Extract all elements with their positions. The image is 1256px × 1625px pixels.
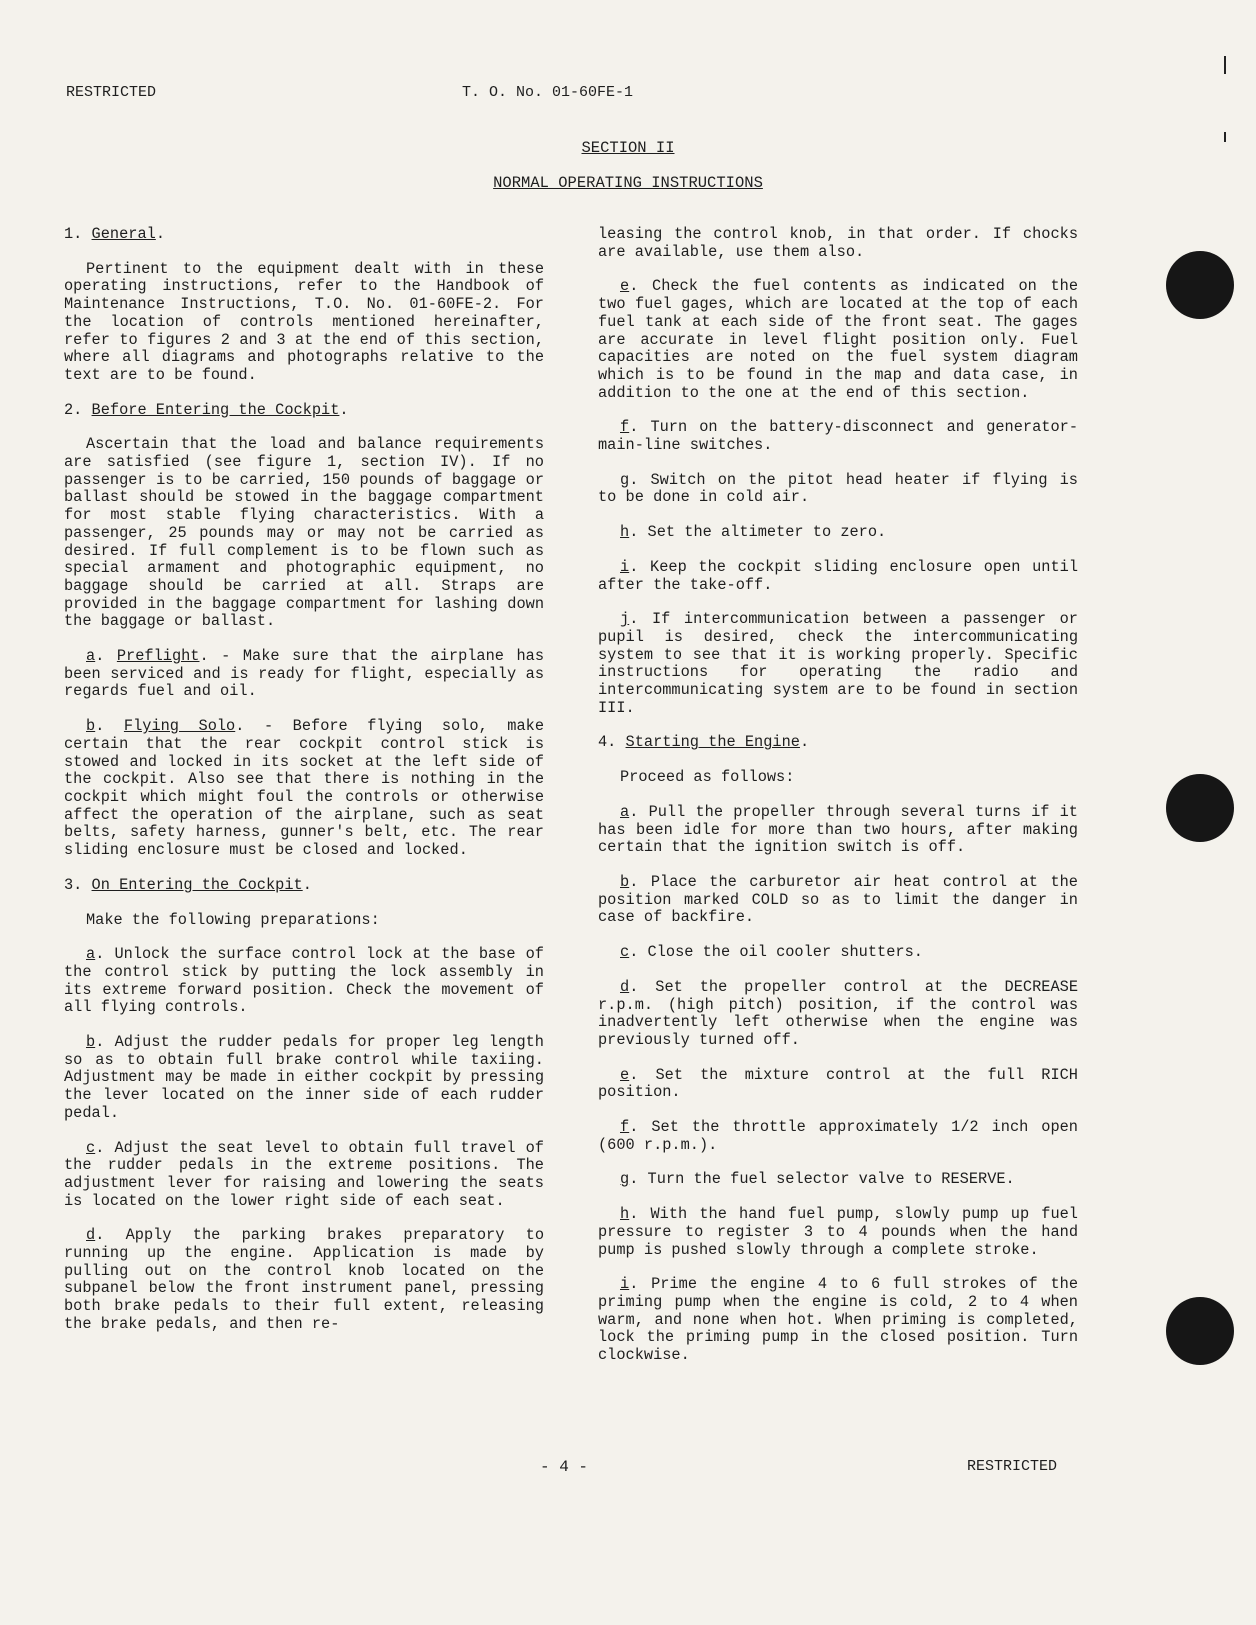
item-letter: g [620, 1170, 630, 1189]
item-letter: f [620, 1118, 630, 1137]
paragraph-preflight: a. Preflight. - Make sure that the airplane has been serviced and is ready for flight, especially as regards fuel and oil. [64, 647, 545, 701]
item-letter: e [620, 1065, 630, 1084]
section-number: SECTION II [581, 139, 675, 157]
edge-mark [1224, 56, 1226, 74]
list-item: a. Pull the propeller through several turns if it has been idle for more than two hours, after making certain that the ignition switch is off. [598, 802, 1078, 857]
heading-number: 4. [598, 733, 617, 752]
item-letter: d [86, 1226, 96, 1245]
list-item: c. Adjust the seat level to obtain full travel of the rudder pedals in the extreme positions. The adjustment lever for raising and lowering the seats is located on the lower right side of each seat. [64, 1138, 544, 1210]
list-item: i. Prime the engine 4 to 6 full strokes of the priming pump when the engine is cold, 2 to 4 when warm, and none when hot. When priming is completed, lock the priming pump in the closed position. Turn clockwise. [598, 1275, 1078, 1365]
heading-starting-engine: 4. Starting the Engine. [598, 733, 810, 752]
list-item: f. Set the throttle approximately 1/2 inch open (600 r.p.m.). [598, 1118, 1078, 1154]
paragraph: Pertinent to the equipment dealt with in these operating instructions, refer to the Handbook of Maintenance Instructions, T.O. No. 01-60FE-2. For the location of controls mentioned hereinafter, refer to figures 2 and 3 at the end of this section, where all diagrams and photographs relative to the text are to be found. [64, 259, 544, 384]
left-column [64, 226, 544, 1351]
item-text: Unlock the surface control lock at the base of the control stick by putting the lock assembly in its extreme forward position. Check the movement of all flying controls. [64, 945, 544, 1017]
item-letter: f [620, 418, 630, 437]
list-item: h. Set the altimeter to zero. [620, 523, 887, 542]
edge-mark [1224, 132, 1226, 142]
item-text: Check the fuel contents as indicated on the two fuel gages, which are located at the top of each fuel tank at each side of the front seat. The gages are accurate in level flight position only. Fuel capacities are noted on the fuel system diagram which is to be found in the map and data case, in addition to the one at the end of this section. [598, 277, 1078, 402]
item-title: Preflight [116, 647, 200, 666]
item-text: Set the altimeter to zero. [638, 523, 887, 542]
item-title: Flying Solo [123, 717, 236, 736]
heading-title: General [91, 225, 156, 243]
list-item: a. Unlock the surface control lock at the base of the control stick by putting the lock assembly in its extreme forward position. Check the movement of all flying controls. [64, 945, 544, 1017]
header-classification: RESTRICTED [66, 84, 157, 101]
list-item: g. Turn the fuel selector valve to RESERVE. [620, 1170, 1015, 1189]
heading-before-entering: 2. Before Entering the Cockpit. [64, 400, 349, 419]
footer-classification: RESTRICTED [967, 1458, 1058, 1475]
page-number: - 4 - [540, 1458, 589, 1476]
list-item: b. Adjust the rudder pedals for proper leg length so as to obtain full brake control while taxiing. Adjustment may be made in either cockpit by pressing the lever located on the inner side of each rudder pedal. [64, 1033, 544, 1122]
item-text: Keep the cockpit sliding enclosure open until after the take-off. [598, 557, 1078, 594]
paragraph-flying-solo: b. Flying Solo. - Before flying solo, make certain that the rear cockpit control stick is stowed and locked in its socket at the left side of the cockpit. Also see that there is nothing in the cockpit which might foul the controls or otherwise affect the operation of the airplane, such as seat belts, safety harness, gunner's belt, etc. The rear sliding enclosure must be closed and locked. [64, 717, 545, 860]
item-letter: b [86, 717, 96, 736]
list-item: e. Check the fuel contents as indicated on the two fuel gages, which are located at the top of each fuel tank at each side of the front seat. The gages are accurate in level flight position only. Fuel capacities are noted on the fuel system diagram which is to be found in the map and data case, in addition to the one at the end of this section. [598, 277, 1078, 402]
item-letter: e [620, 277, 630, 296]
item-text: If intercommunication between a passenger or pupil is desired, check the intercommunicating system to see that it is working properly. Specific instructions for operating the radio and intercommunicating system are to be found in section III. [598, 610, 1078, 717]
item-letter: a [620, 802, 630, 821]
list-item: g. Switch on the pitot head heater if flying is to be done in cold air. [598, 470, 1078, 507]
item-text: Turn the fuel selector valve to RESERVE. [638, 1170, 1015, 1189]
list-item: d. Set the propeller control at the DECREASE r.p.m. (high pitch) position, if the control was inadvertently left otherwise when the engine was previously turned off. [598, 977, 1078, 1049]
item-letter: c [86, 1138, 96, 1157]
item-text: Adjust the rudder pedals for proper leg length so as to obtain full brake control while taxiing. Adjustment may be made in either cockpit by pressing the lever located on the inner side of each rudder pedal. [64, 1033, 544, 1122]
item-letter: i [620, 1275, 630, 1294]
item-letter: b [620, 872, 630, 891]
item-letter: b [86, 1033, 96, 1052]
item-letter: h [620, 1205, 630, 1224]
paragraph-continued: leasing the control knob, in that order. If chocks are available, use them also. [598, 225, 1078, 261]
item-text: Pull the propeller through several turns if it has been idle for more than two hours, after making certain that the ignition switch is off. [598, 802, 1078, 857]
section-title: NORMAL OPERATING INSTRUCTIONS [493, 174, 763, 192]
item-text: Close the oil cooler shutters. [638, 943, 923, 962]
list-item: h. With the hand fuel pump, slowly pump up fuel pressure to register 3 to 4 pounds when the hand pump is pushed slowly through a complete stroke. [598, 1205, 1078, 1259]
list-item: d. Apply the parking brakes preparatory to running up the engine. Application is made by pulling out on the control knob located on the subpanel below the front instrument panel, pressing both brake pedals to their full extent, releasing the brake pedals, and then re- [64, 1226, 544, 1333]
punch-hole [1166, 1297, 1234, 1365]
item-text: Turn on the battery-disconnect and generator-main-line switches. [598, 418, 1078, 455]
item-text: - Before flying solo, make certain that the rear cockpit control stick is stowed and locked in its socket at the left side of the cockpit. Also see that there is nothing in the cockpit which might foul the controls or otherwise affect the operation of the airplane, such as seat belts, safety harness, gunner's belt, etc. The rear sliding enclosure must be closed and locked. [64, 717, 545, 860]
list-item: c. Close the oil cooler shutters. [620, 943, 923, 962]
item-text: Place the carburetor air heat control at the position marked COLD so as to limit the danger in case of backfire. [598, 872, 1078, 927]
item-text: Apply the parking brakes preparatory to running up the engine. Application is made by pulling out on the control knob located on the subpanel below the front instrument panel, pressing both brake pedals to their full extent, releasing the brake pedals, and then re- [64, 1226, 544, 1333]
right-column [598, 226, 1078, 1382]
list-item: e. Set the mixture control at the full RICH position. [598, 1065, 1078, 1102]
item-text: Set the throttle approximately 1/2 inch open (600 r.p.m.). [598, 1118, 1078, 1154]
heading-number: 2. [64, 400, 83, 419]
heading-title: Starting the Engine [625, 733, 800, 752]
item-text: With the hand fuel pump, slowly pump up fuel pressure to register 3 to 4 pounds when the hand pump is pushed slowly through a complete stroke. [598, 1205, 1078, 1259]
list-item: f. Turn on the battery-disconnect and generator-main-line switches. [598, 418, 1078, 455]
paragraph: Ascertain that the load and balance requirements are satisfied (see figure 1, section IV). If no passenger is to be carried, 150 pounds of baggage or ballast should be stowed in the baggage compartment for most stable flying characteristics. With a passenger, 25 pounds may or may not be carried as desired. If full complement is to be flown such as special armament and photographic equipment, no baggage should be carried at all. Straps are provided in the baggage compartment for lashing down the baggage or ballast. [64, 435, 544, 631]
item-letter: a [86, 647, 96, 666]
item-text: - Make sure that the airplane has been serviced and is ready for flight, especially as regards fuel and oil. [64, 647, 545, 701]
paragraph: Make the following preparations: [86, 910, 380, 929]
heading-number: 3. [64, 875, 83, 894]
heading-number: 1. [64, 225, 83, 243]
punch-hole [1166, 251, 1234, 319]
heading-title: Before Entering the Cockpit [91, 400, 340, 419]
item-text: Set the mixture control at the full RICH position. [598, 1065, 1078, 1102]
list-item: j. If intercommunication between a passenger or pupil is desired, check the intercommunicating system to see that it is working properly. Specific instructions for operating the radio and intercommunicating system are to be found in section III. [598, 610, 1078, 717]
list-item: b. Place the carburetor air heat control at the position marked COLD so as to limit the danger in case of backfire. [598, 872, 1078, 927]
header-tech-order-number: T. O. No. 01-60FE-1 [462, 84, 634, 101]
item-text: Switch on the pitot head heater if flying is to be done in cold air. [598, 470, 1078, 507]
item-letter: a [86, 945, 96, 964]
item-letter: g [620, 470, 630, 489]
item-text: Prime the engine 4 to 6 full strokes of the priming pump when the engine is cold, 2 to 4 when warm, and none when hot. When priming is completed, lock the priming pump in the closed position. Turn clockwise. [598, 1275, 1078, 1365]
heading-general: 1. General. [64, 225, 165, 243]
item-text: Adjust the seat level to obtain full travel of the rudder pedals in the extreme positions. The adjustment lever for raising and lowering the seats is located on the lower right side of each seat. [64, 1138, 544, 1210]
item-letter: c [620, 943, 630, 962]
item-text: Set the propeller control at the DECREASE r.p.m. (high pitch) position, if the control was inadvertently left otherwise when the engine was previously turned off. [598, 977, 1078, 1049]
item-letter: i [620, 557, 630, 576]
paragraph: Proceed as follows: [620, 768, 795, 787]
list-item: i. Keep the cockpit sliding enclosure open until after the take-off. [598, 557, 1078, 594]
item-letter: h [620, 523, 630, 542]
item-letter: j [620, 610, 630, 629]
heading-title: On Entering the Cockpit [91, 875, 303, 894]
item-letter: d [620, 977, 630, 996]
punch-hole [1166, 774, 1234, 842]
heading-on-entering: 3. On Entering the Cockpit. [64, 875, 312, 894]
